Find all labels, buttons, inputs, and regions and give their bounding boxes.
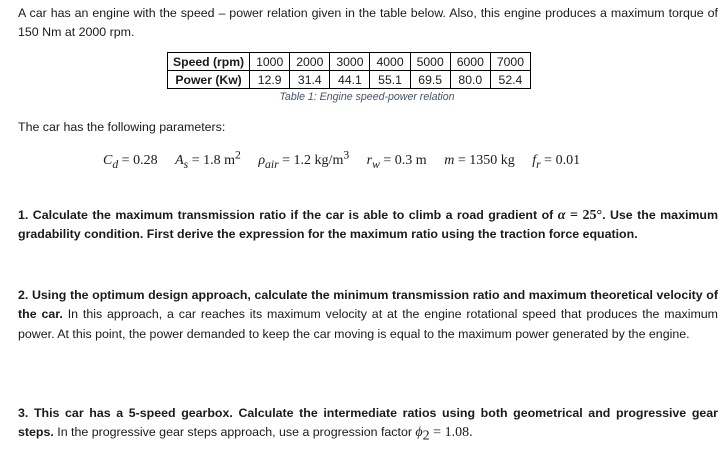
- question-3: 3. This car has a 5-speed gearbox. Calculate the intermediate ratios using both geometrical and progressive gear steps. In the progressive gear steps approach, use a progression factor $\phi_2 = 1.08$.: [18, 406, 718, 444]
- table-cell: 1000: [250, 53, 290, 71]
- table-cell: 2000: [290, 53, 330, 71]
- table-cell: 55.1: [370, 71, 410, 89]
- table-cell: 52.4: [490, 71, 530, 89]
- param-wheel-radius: $r_w = 0.3$ m: [366, 152, 427, 171]
- intro-paragraph: A car has an engine with the speed – power relation given in the table below. Also, this engine produces a maximum torque of 150 Nm at 2000 rpm.: [18, 6, 718, 40]
- param-mass: m = 1350 kg: [444, 152, 515, 168]
- row-header-speed: Speed (rpm): [168, 53, 250, 71]
- table-cell: 12.9: [250, 71, 290, 89]
- table-row: [168, 53, 531, 71]
- question-1: 1. Calculate the maximum transmission ratio if the car is able to climb a road gradient of α = 25°. Use the maximum gradability condition. First derive the expression for the maximum ratio using the traction force equation.: [18, 208, 719, 242]
- table-cell: 69.5: [410, 71, 450, 89]
- table-caption: Table 1: Engine speed-power relation: [279, 91, 455, 103]
- table-cell: 80.0: [450, 71, 490, 89]
- table-cell: 44.1: [330, 71, 370, 89]
- params-intro: The car has the following parameters:: [18, 120, 226, 134]
- table-cell: 5000: [410, 53, 450, 71]
- table-cell: 4000: [370, 53, 410, 71]
- table-cell: 7000: [490, 53, 530, 71]
- parameters-line: [103, 148, 594, 170]
- param-rolling-resistance: $f_r = 0.01$: [532, 152, 581, 171]
- param-frontal-area: $A_s = 1.8$ $m^2$: [175, 148, 241, 171]
- table-cell: 6000: [450, 53, 490, 71]
- question-2: 2. Using the optimum design approach, calculate the minimum transmission ratio and maximum theoretical velocity of the car. In this approach, a car reaches its maximum velocity at at the engine rotational speed that produces the maximum power. At this point, the power demanded to keep the car moving is equal to the maximum power generated by the engine.: [18, 288, 718, 341]
- param-drag-coefficient: $C_d = 0.28$: [103, 152, 158, 171]
- row-header-power: Power (Kw): [168, 71, 250, 89]
- table-row: [168, 71, 531, 89]
- param-air-density: $\rho_{air} = 1.2$ $kg/m^3$: [258, 148, 350, 171]
- speed-power-table: [167, 52, 531, 89]
- table-cell: 3000: [330, 53, 370, 71]
- table-cell: 31.4: [290, 71, 330, 89]
